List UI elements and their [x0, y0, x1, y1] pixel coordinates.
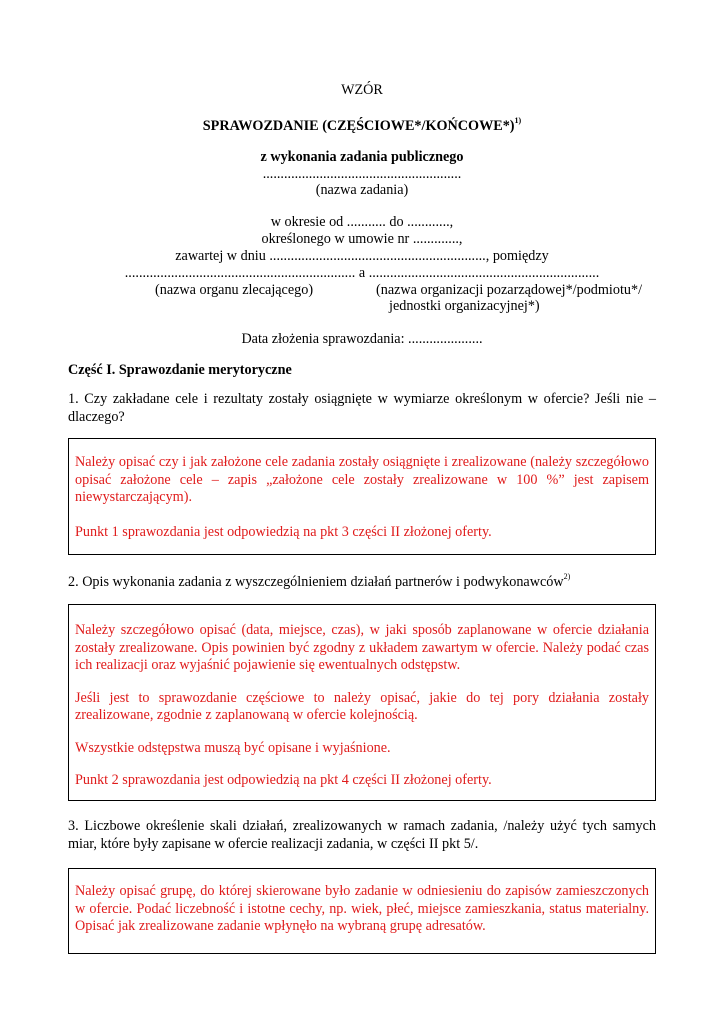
parties-line: ................................................................. a .................................................................: [124, 265, 600, 281]
answer-box-3[interactable]: [68, 868, 656, 954]
document-title-text: SPRAWOZDANIE (CZĘŚCIOWE*/KOŃCOWE*): [202, 118, 515, 134]
org-right-label-1: (nazwa organizacji pozarządowej*/podmiotu*/: [376, 282, 643, 298]
box1-paragraph-2: Punkt 1 sprawozdania jest odpowiedzią na pkt 3 części II złożonej oferty.: [75, 523, 492, 540]
question-2-text: 2. Opis wykonania zadania z wyszczególnieniem działań partnerów i podwykonawców: [68, 574, 564, 590]
box1-paragraph-1: Należy opisać czy i jak założone cele zadania zostały osiągnięte i zrealizowane (należy szczegółowo opisać założone cele – zapis „założone cele zostały zrealizowane w 100 %” jest zapisem niewystarczającym).: [75, 454, 649, 505]
answer-box-1[interactable]: [68, 438, 656, 555]
box2-paragraph-3: Wszystkie odstępstwa muszą być opisane i wyjaśnione.: [75, 739, 391, 756]
question-2-footnote: 2): [563, 572, 571, 581]
box2-paragraph-1: Należy szczegółowo opisać (data, miejsce, czas), w jaki sposób zaplanowane w ofercie działania zostały zrealizowane. Opis powinien być zgodny z układem zawartym w ofercie. Należy podać czas ich realizacji oraz wyjaśnić pojawienie się ewentualnych odstępstw.: [75, 622, 649, 673]
org-left-label: (nazwa organu zlecającego): [155, 282, 314, 298]
box2-paragraph-2: Jeśli jest to sprawozdanie częściowe to należy opisać, jakie do tej pory działania zostały zrealizowane, zgodnie z zaplanowaną w ofercie kolejnością.: [75, 689, 649, 723]
contract-line: określonego w umowie nr .............,: [261, 231, 463, 247]
document-subtitle: z wykonania zadania publicznego: [260, 149, 464, 165]
answer-box-2[interactable]: [68, 604, 656, 801]
question-1: 1. Czy zakładane cele i rezultaty zostały osiągnięte w wymiarze określonym w ofercie? Jeśli nie – dlaczego?: [68, 391, 656, 425]
task-name-label: (nazwa zadania): [315, 182, 409, 198]
org-right-label-2: jednostki organizacyjnej*): [389, 298, 540, 314]
concluded-line: zawartej w dniu ............................................................., pomiędzy: [175, 248, 549, 264]
task-name-dots: ........................................................: [262, 166, 462, 182]
question-2: [68, 572, 570, 591]
box3-paragraph-1: Należy opisać grupę, do której skierowane było zadanie w odniesieniu do zapisów zamieszczonych w ofercie. Podać liczebność i istotne cechy, np. wiek, płeć, miejsce zamieszkania, status materialny. Opisać jak zrealizowane zadanie wpłynęło na wybraną grupę adresatów.: [75, 883, 649, 934]
document-title: [0, 116, 724, 135]
title-footnote: 1): [514, 116, 522, 125]
label-wzor: WZÓR: [341, 82, 383, 98]
box2-paragraph-4: Punkt 2 sprawozdania jest odpowiedzią na pkt 4 części II złożonej oferty.: [75, 772, 492, 788]
part1-heading: Część I. Sprawozdanie merytoryczne: [68, 362, 292, 378]
question-3: 3. Liczbowe określenie skali działań, zrealizowanych w ramach zadania, /należy użyć tych samych miar, które były zapisane w ofercie realizacji zadania, w części II pkt 5/.: [68, 818, 656, 852]
submission-date: Data złożenia sprawozdania: .....................: [241, 331, 483, 347]
period-line: w okresie od ........... do ............,: [270, 214, 454, 230]
